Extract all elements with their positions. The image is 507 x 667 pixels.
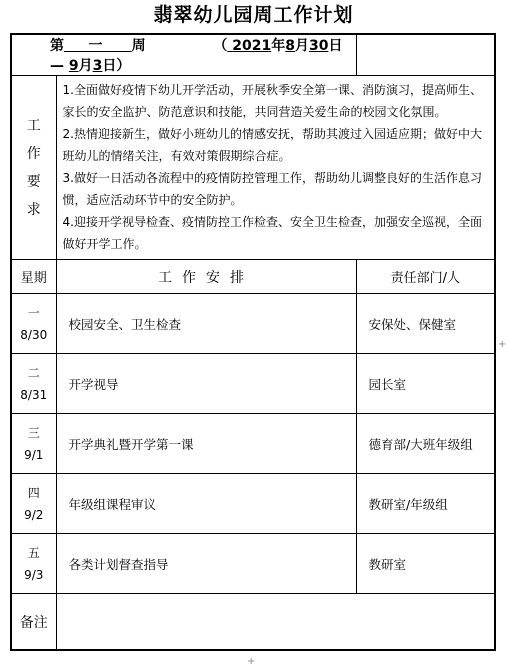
- add-row-handle-icon[interactable]: +: [247, 656, 256, 667]
- document-title: 翡翠幼儿园周工作计划: [153, 4, 354, 26]
- dept-cell[interactable]: 园长室: [356, 354, 495, 414]
- requirement-item: 2.热情迎接新生，做好小班幼儿的情感安抚，帮助其渡过入园适应期；做好中大班幼儿的情绪关注，有效对策假期综合症。: [62, 127, 482, 163]
- dept-cell[interactable]: 教研室/年级组: [356, 474, 495, 534]
- remark-label: 备注: [11, 594, 56, 651]
- requirements-body[interactable]: [56, 76, 495, 260]
- table-header-row: [11, 260, 495, 294]
- year-value[interactable]: 2021: [232, 38, 272, 54]
- open-paren: （: [213, 38, 228, 54]
- requirement-item: 3.做好一日活动各流程中的疫情防控管理工作，帮助幼儿调整良好的生活作息习惯，适应活动环节中的安全防护。: [62, 171, 482, 207]
- table-row: [11, 474, 495, 534]
- end-day[interactable]: 3: [92, 58, 103, 74]
- day-cell: 五 9/3: [11, 534, 56, 594]
- week-prefix: 第: [50, 38, 64, 54]
- task-cell[interactable]: 开学视导: [56, 354, 356, 414]
- weekly-plan-table: [10, 33, 496, 651]
- requirement-item: 4.迎接开学视导检查、疫情防控工作检查、安全卫生检查，加强安全巡视，全面做好开学工作。: [62, 215, 482, 251]
- table-row: [11, 294, 495, 354]
- dept-cell[interactable]: 教研室: [356, 534, 495, 594]
- table-resize-handle-icon[interactable]: +: [498, 339, 507, 350]
- header-work-arrangement: 工作安排: [56, 260, 356, 294]
- requirements-label: 工 作 要 求: [11, 76, 56, 260]
- requirements-row: [11, 76, 495, 260]
- remark-row: [11, 594, 495, 651]
- start-day[interactable]: 30: [308, 38, 329, 54]
- start-month[interactable]: 8: [285, 38, 295, 54]
- table-row: [11, 414, 495, 474]
- task-cell[interactable]: 开学典礼暨开学第一课: [56, 414, 356, 474]
- header-responsible: 责任部门/人: [356, 260, 495, 294]
- task-cell[interactable]: 校园安全、卫生检查: [56, 294, 356, 354]
- week-number-cell: 第 一 周 （ 2021年8月30日— 9月3日）: [11, 34, 356, 76]
- remark-content[interactable]: [56, 594, 495, 651]
- week-row-spacer: [356, 34, 495, 76]
- task-cell[interactable]: 各类计划督查指导: [56, 534, 356, 594]
- week-row: [11, 34, 495, 76]
- day-cell: 二 8/31: [11, 354, 56, 414]
- task-cell[interactable]: 年级组课程审议: [56, 474, 356, 534]
- table-row: [11, 354, 495, 414]
- day-cell: 三 9/1: [11, 414, 56, 474]
- day-cell: 四 9/2: [11, 474, 56, 534]
- table-row: [11, 534, 495, 594]
- week-number[interactable]: 一: [88, 38, 103, 54]
- dept-cell[interactable]: 德育部/大班年级组: [356, 414, 495, 474]
- end-month[interactable]: 9: [68, 58, 79, 74]
- week-suffix: 周: [131, 38, 146, 54]
- requirement-item: 1.全面做好疫情下幼儿开学活动，开展秋季安全第一课、消防演习，提高师生、家长的安全监护、防范意识和技能，共同营造关爱生命的校园文化氛围。: [62, 83, 482, 119]
- header-weekday: 星期: [11, 260, 56, 294]
- day-cell: 一 8/30: [11, 294, 56, 354]
- dept-cell[interactable]: 安保处、保健室: [356, 294, 495, 354]
